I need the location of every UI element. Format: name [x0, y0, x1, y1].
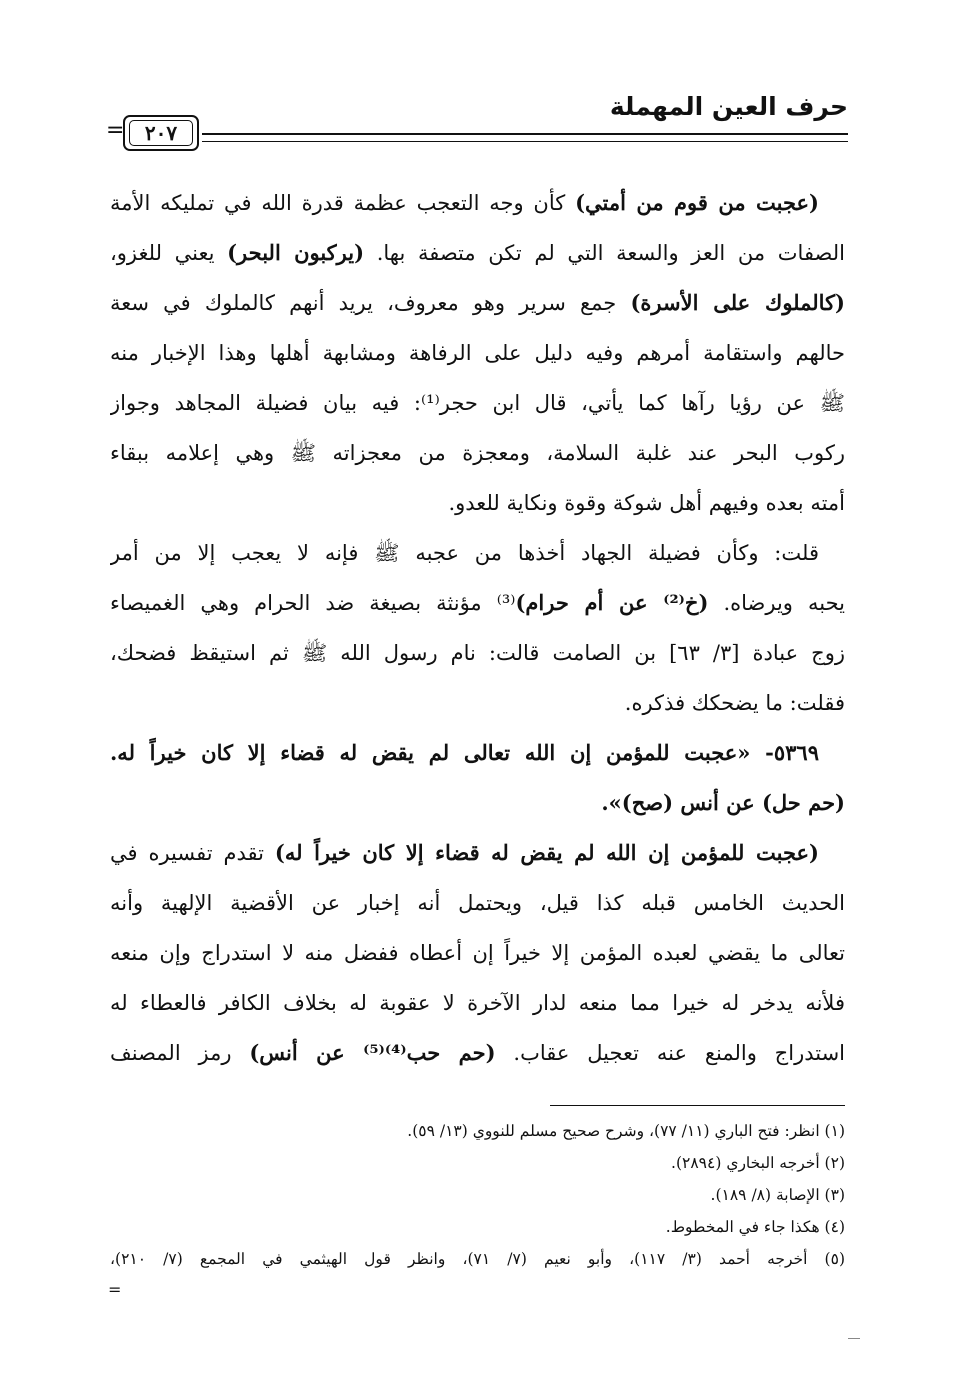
bold-segment: (كالملوك على الأسرة) [630, 290, 845, 315]
page-corner-mark [848, 1338, 860, 1339]
bold-segment: (حم حل) عن أنس (صح)». [601, 790, 845, 815]
bold-segment: (عجبت للمؤمن إن الله لم يقض له قضاء إلا كان خيراً له) [274, 840, 819, 865]
text-line [110, 528, 845, 578]
text-line [110, 928, 845, 978]
text-segment: : فيه بيان فضيلة المجاهد وجواز [110, 391, 421, 415]
text-line [110, 478, 845, 528]
text-line [110, 828, 845, 878]
text-segment: كأن وجه التعجب عظمة قدرة الله في تمليكه الأمة [110, 191, 576, 215]
bold-segment: (حم حب⁽⁴⁾⁽⁵⁾ عن أنس) [249, 1040, 496, 1065]
header-eq-mark: = [106, 118, 125, 143]
text-segment: ⁽¹⁾ [421, 391, 440, 415]
footnote-item: (٢) أخرجه البخاري (٢٨٩٤). [671, 1154, 845, 1172]
bold-segment: ٥٣٦٩- «عجبت للمؤمن إن الله تعالى لم يقض له قضاء إلا كان خيراً له. [110, 740, 819, 765]
text-line [110, 1028, 845, 1078]
text-segment: ﷺ عن رؤيا رآها كما يأتي، قال ابن حجر [439, 391, 845, 415]
text-segment: يحبه ويرضاه. [708, 591, 845, 615]
text-line [110, 728, 845, 778]
bold-segment: (يركبون البحر) [227, 240, 365, 265]
text-segment: رمز المصنف [110, 1041, 250, 1065]
text-line [110, 378, 845, 428]
footnotes [110, 1115, 845, 1275]
text-line [110, 578, 845, 628]
text-line [110, 178, 845, 228]
main-text [110, 178, 845, 1078]
text-line [110, 628, 845, 678]
page-number: ٢٠٧ [129, 120, 193, 146]
text-segment: قلت: وكأن فضيلة الجهاد أخذها من عجبه ﷺ فإنه لا يعجب إلا من أمر [110, 541, 819, 565]
footnote-separator [550, 1105, 845, 1106]
header-rule-thin [202, 141, 848, 142]
text-line [110, 678, 845, 728]
text-segment: تقدم تفسيره في [110, 841, 275, 865]
bold-segment: (عجبت من قوم من أمتي) [575, 190, 819, 215]
text-segment: تعالى ما يقضي لعبده المؤمن إلا خيراً إن أعطاه ففضل منه لا استدراج وإن منعه [110, 941, 845, 965]
text-segment: فلأنه يدخر له خيرا مما منعه لدار الآخرة لا عقوبة له بخلاف الكافر فالعطاء له [110, 991, 845, 1015]
running-header-title: حرف العين المهملة [609, 92, 848, 121]
text-line [110, 878, 845, 928]
text-segment: الحديث الخامس قبله كذا قيل، ويحتمل أنه إخبار عن الأقضية الإلهية وأنه [110, 891, 845, 915]
text-segment: جمع سرير وهو معروف، يريد أنهم كالملوك في سعة [110, 291, 631, 315]
bold-segment: (خ⁽²⁾ عن أم حرام) [515, 590, 709, 615]
text-segment: حالهم واستقامة أمرهم وفيه دليل على الرفاهة ومشابهة أهلها وهذا الإخبار منه [110, 341, 845, 365]
footnote-item: (٣) الإصابة (٨/ ١٨٩). [710, 1186, 845, 1204]
text-segment: استدراج والمنع عنه تعجيل عقاب. [495, 1041, 845, 1065]
footnote-continuation-mark: = [108, 1280, 122, 1299]
text-segment: يعني للغزو، [110, 241, 228, 265]
text-segment: أمته بعده وفيهم أهل شوكة وقوة ونكاية للعدو. [448, 491, 845, 515]
text-line [110, 328, 845, 378]
text-segment: ⁽³⁾ مؤنثة بصيغة ضد الحرام وهي الغميصاء [110, 591, 516, 615]
text-line [110, 228, 845, 278]
footnote-item: (١) انظر: فتح الباري (١١/ ٧٧)، وشرح صحيح مسلم للنووي (١٣/ ٥٩). [407, 1122, 845, 1140]
text-segment: فقلت: ما يضحكك فذكره. [624, 691, 845, 715]
text-segment: ركوب البحر عند غلبة السلامة، ومعجزة من معجزاته ﷺ وهي إعلامه ببقاء [110, 441, 845, 465]
text-line [110, 778, 845, 828]
page-number-box [123, 115, 199, 151]
text-segment: الصفات من العز والسعة التي لم تكن متصفة بها. [364, 241, 845, 265]
footnote-item: (٥) أخرجه أحمد (٣/ ١١٧)، وأبو نعيم (٧/ ٧١)، وانظر قول الهيثمي في المجمع (٧/ ٢١٠)، [110, 1250, 845, 1268]
footnote-item: (٤) هكذا جاء في المخطوط. [665, 1218, 845, 1236]
text-line [110, 428, 845, 478]
text-line [110, 278, 845, 328]
text-segment: زوج عبادة [٣/ ٦٣] بن الصامت قالت: نام رسول الله ﷺ ثم استيقظ فضحك، [110, 641, 845, 665]
text-line [110, 978, 845, 1028]
header-rule-thick [202, 133, 848, 135]
